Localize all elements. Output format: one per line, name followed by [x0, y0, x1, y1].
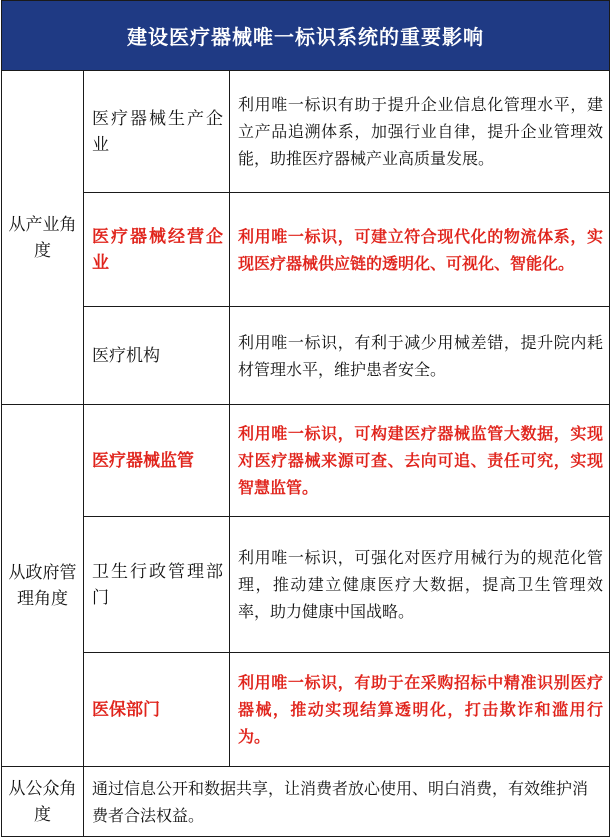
- description-cell: 利用唯一标识，可强化对医疗用械行为的规范化管理，推动建立健康医疗大数据，提高卫生管理效率，助力健康中国战略。: [230, 517, 610, 653]
- impact-table-container: [1, 0, 609, 837]
- category-cell: 从公众角度: [2, 767, 84, 837]
- entity-cell: 医疗机构: [84, 307, 230, 405]
- description-cell: 利用唯一标识，可构建医疗器械监管大数据，实现对医疗器械来源可查、去向可追、责任可究，实现智慧监管。: [230, 405, 610, 517]
- table-row: [2, 767, 610, 837]
- category-cell: 从政府管理角度: [2, 405, 84, 767]
- table-row: [2, 71, 610, 193]
- description-cell: 利用唯一标识，有利于减少用械差错，提升院内耗材管理水平，维护患者安全。: [230, 307, 610, 405]
- impact-table: [1, 0, 610, 837]
- table-row: [2, 307, 610, 405]
- table-row: [2, 517, 610, 653]
- description-cell: 利用唯一标识有助于提升企业信息化管理水平，建立产品追溯体系，加强行业自律，提升企业管理效能，助推医疗器械产业高质量发展。: [230, 71, 610, 193]
- description-cell: 利用唯一标识，可建立符合现代化的物流体系，实现医疗器械供应链的透明化、可视化、智能化。: [230, 193, 610, 307]
- description-cell: 通过信息公开和数据共享，让消费者放心使用、明白消费，有效维护消费者合法权益。: [84, 767, 610, 837]
- description-cell: 利用唯一标识，有助于在采购招标中精准识别医疗器械，推动实现结算透明化，打击欺诈和滥用行为。: [230, 653, 610, 767]
- entity-cell: 医疗器械生产企业: [84, 71, 230, 193]
- table-row: [2, 193, 610, 307]
- entity-cell: 卫生行政管理部门: [84, 517, 230, 653]
- table-title: 建设医疗器械唯一标识系统的重要影响: [2, 1, 610, 71]
- entity-cell: 医保部门: [84, 653, 230, 767]
- entity-cell: 医疗器械监管: [84, 405, 230, 517]
- title-row: [2, 1, 610, 71]
- category-cell: 从产业角度: [2, 71, 84, 405]
- table-row: [2, 653, 610, 767]
- table-row: [2, 405, 610, 517]
- entity-cell: 医疗器械经营企业: [84, 193, 230, 307]
